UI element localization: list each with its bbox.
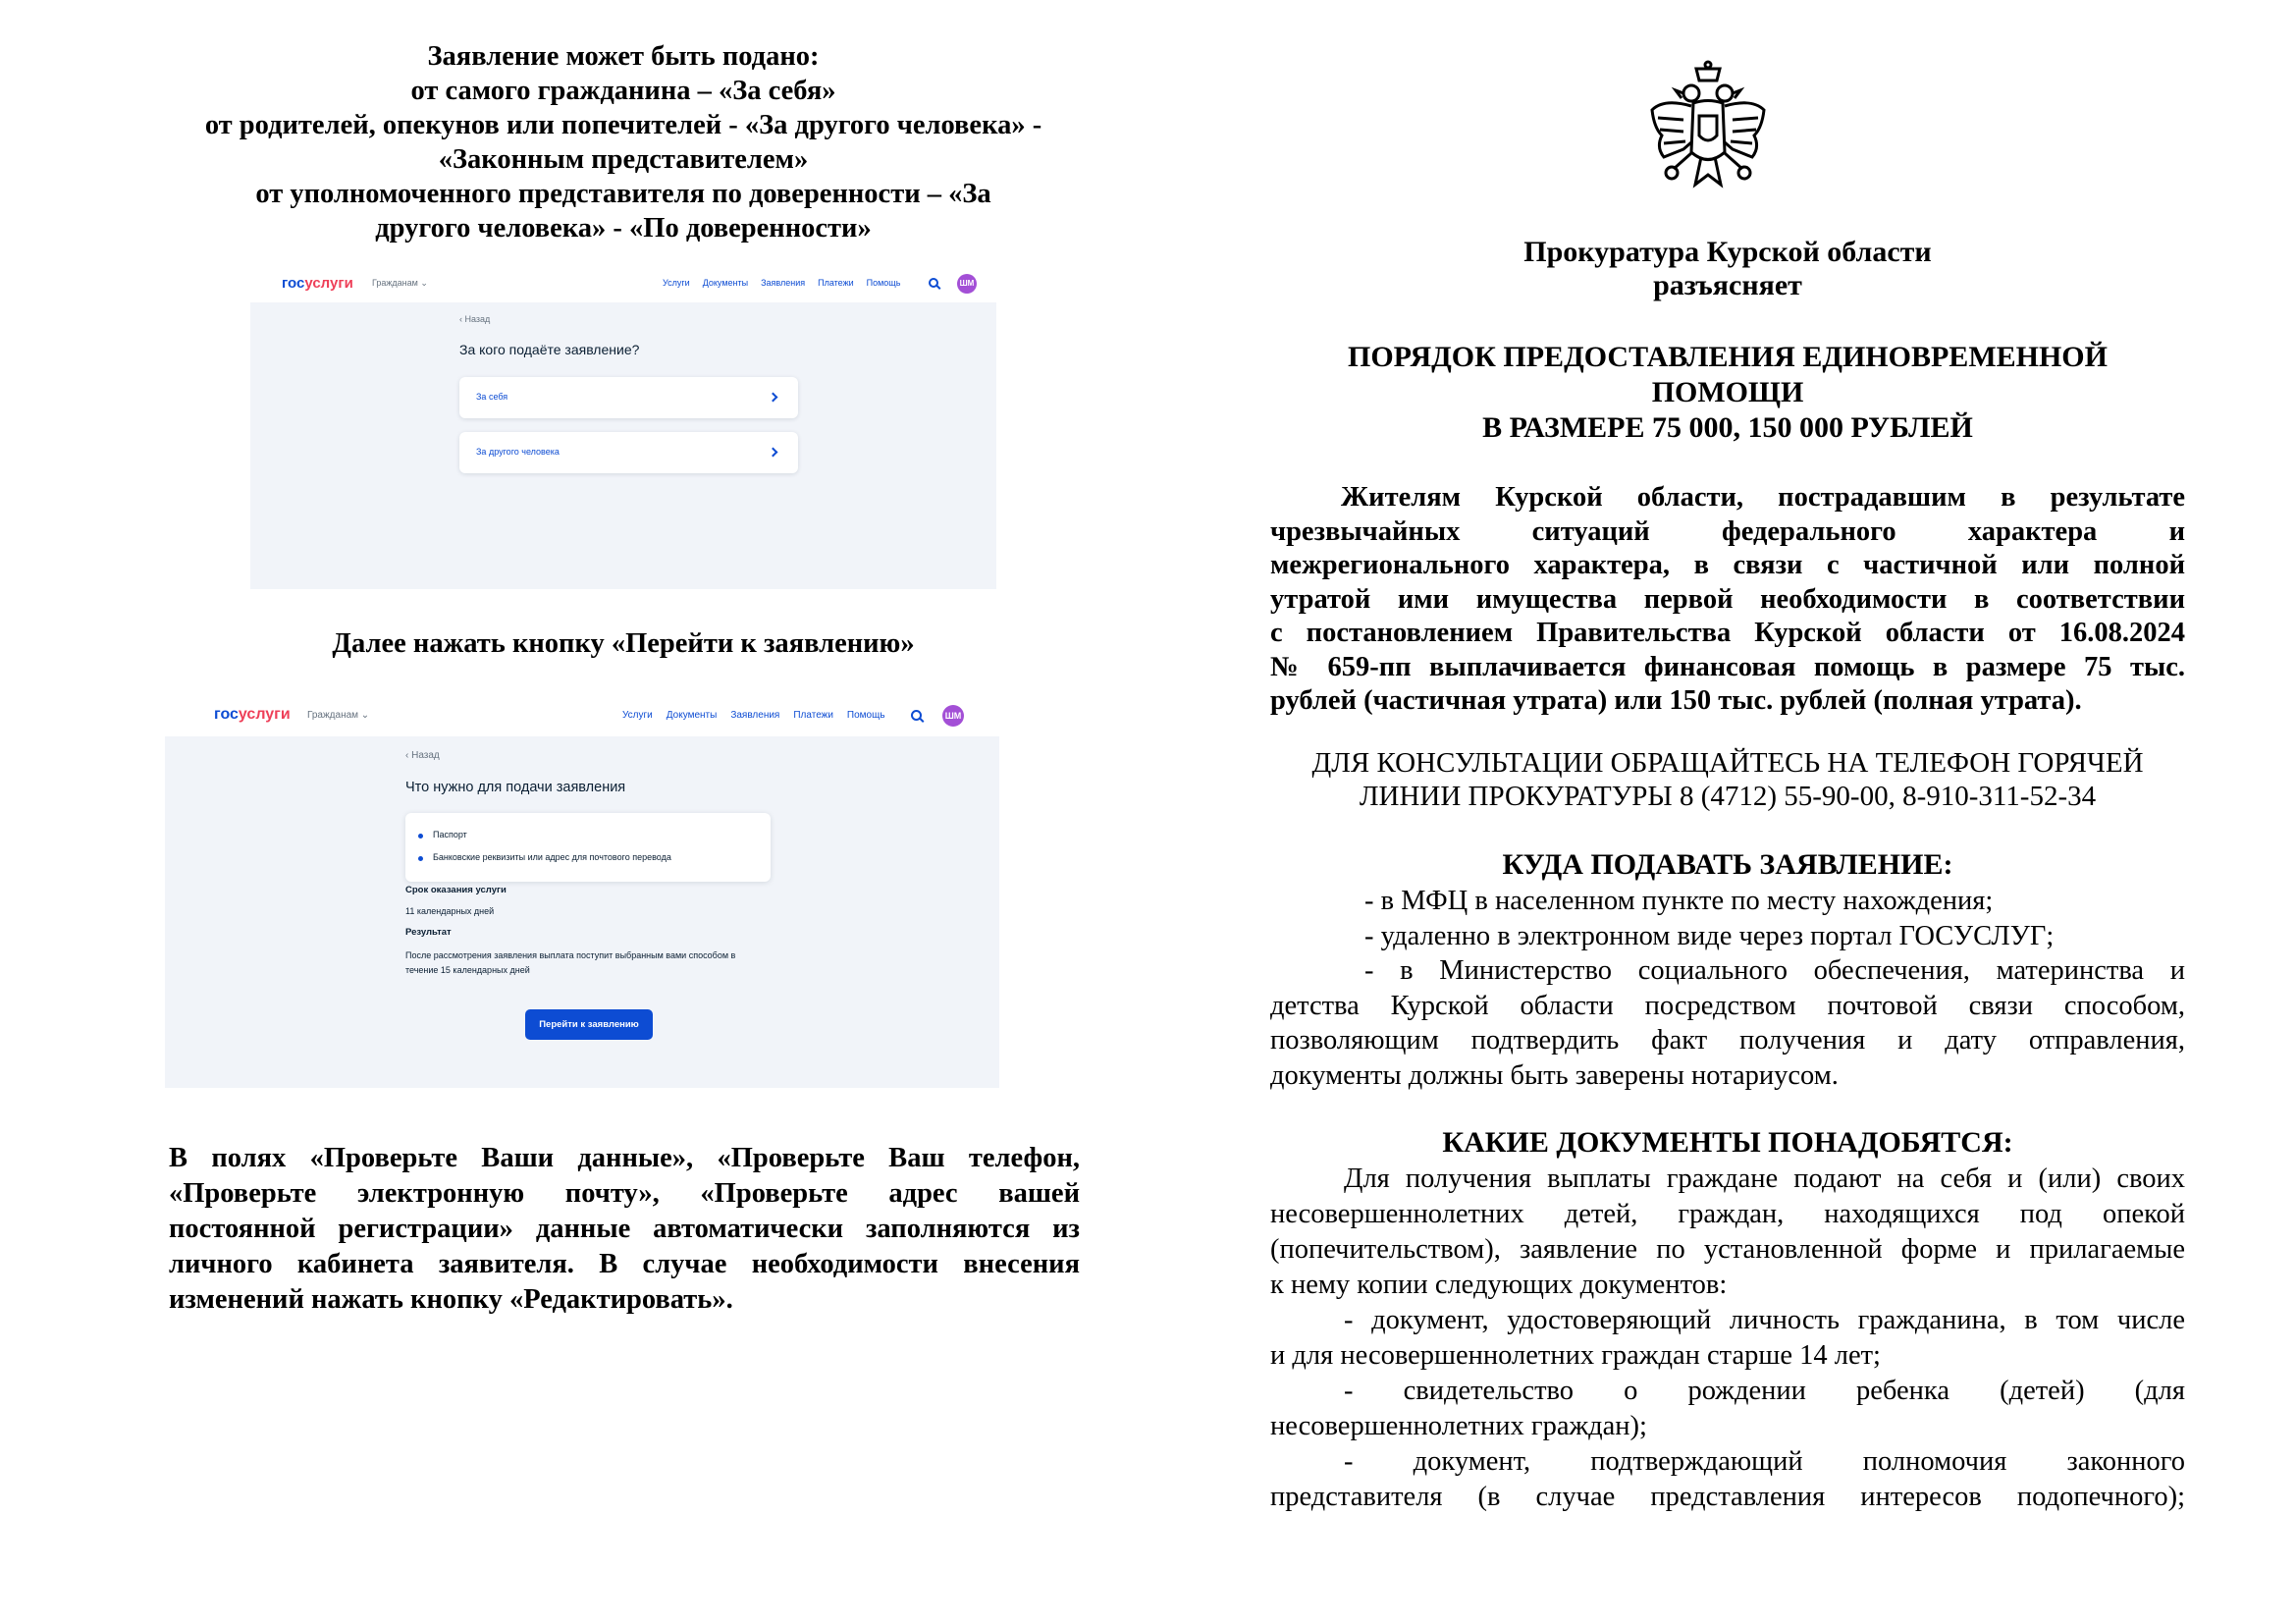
paragraph-line: утратой ими имущества первой необходимости в соответствии [1270,583,2185,615]
paragraph-line: № 659-пп выплачивается финансовая помощь в размере 75 тыс. [1270,651,2185,682]
option-self-label: За себя [476,392,508,402]
title-line: ПОМОЩИ [1651,376,1804,408]
nav-link-help[interactable]: Помощь [846,710,885,721]
nav-link-applications[interactable]: Заявления [761,278,806,288]
role-selector[interactable]: Гражданам ⌄ [307,710,370,721]
portal-header [250,265,996,302]
avatar[interactable]: ШМ [957,274,977,294]
term-label: Срок оказания услуги [405,885,507,895]
chevron-right-icon [769,448,778,458]
intro-line: другого человека» - «По доверенности» [375,213,872,244]
portal-nav [622,710,885,721]
portal-content [250,302,996,589]
office-heading [1266,236,2189,302]
nav-link-payments[interactable]: Платежи [793,710,833,721]
docs-heading: КАКИЕ ДОКУМЕНТЫ ПОНАДОБЯТСЯ: [1442,1126,2013,1159]
docs-line: и для несовершеннолетних граждан старше 14 лет; [1270,1340,1881,1371]
mid-instruction: Далее нажать кнопку «Перейти к заявлению» [332,628,915,659]
closing-line: постоянной регистрации» данные автоматически заполняются из [169,1214,1080,1244]
intro-line: от уполномоченного представителя по доверенности – «За [255,179,991,209]
go-to-application-button[interactable]: Перейти к заявлению [525,1009,653,1040]
role-selector[interactable]: Гражданам ⌄ [372,278,428,288]
nav-link-help[interactable]: Помощь [866,278,901,288]
term-value: 11 календарных дней [405,906,495,916]
nav-link-documents[interactable]: Документы [702,278,749,288]
option-self[interactable] [459,377,798,418]
docs-line: представителя (в случае представления интересов подопечного); [1270,1482,2185,1512]
coat-of-arms-emblem [1634,59,1782,206]
docs-line: (попечительством), заявление по установленной форме и прилагаемые [1270,1234,2185,1265]
option-other-label: За другого человека [476,447,560,457]
paragraph-line: межрегионального характера, в связи с частичной или полной [1270,550,2185,580]
title-line: В РАЗМЕРЕ 75 000, 150 000 РУБЛЕЙ [1482,411,1973,444]
list-item: Паспорт [433,830,467,839]
portal-logo: госуслуги [282,275,353,292]
intro-block [157,39,1090,245]
docs-list [1270,1162,2185,1515]
requirements-card [405,813,771,882]
chevron-right-icon [769,393,778,403]
closing-line: личного кабинета заявителя. В случае необходимости внесения [169,1249,1080,1279]
hotline-line: ЛИНИИ ПРОКУРАТУРЫ 8 (4712) 55-90-00, 8-910-311-52-34 [1359,781,2097,812]
intro-line: Заявление может быть подано: [427,41,820,72]
title-line: ПОРЯДОК ПРЕДОСТАВЛЕНИЯ ЕДИНОВРЕМЕННОЙ [1348,341,2108,373]
back-link[interactable]: ‹ Назад [405,750,440,761]
intro-line: «Законным представителем» [438,144,809,175]
paragraph-line: чрезвычайных ситуаций федерального характера и [1270,515,2185,547]
docs-line: несовершеннолетних граждан); [1270,1411,1647,1441]
requirements-title: Что нужно для подачи заявления [405,780,626,795]
portal-header [165,695,999,736]
where-line: - удаленно в электронном виде через портал ГОСУСЛУГ; [1364,920,2055,951]
hotline-notice [1266,746,2189,813]
where-line: - в Министерство социального обеспечения, материнства и [1364,955,2185,986]
nav-link-services[interactable]: Услуги [663,278,690,288]
result-label: Результат [405,927,452,938]
search-icon[interactable] [911,710,922,721]
closing-line: В полях «Проверьте Ваши данные», «Проверьте Ваш телефон, [169,1143,1080,1173]
question-title: За кого подаёте заявление? [459,342,640,357]
docs-line: - документ, подтверждающий полномочия законного [1344,1446,2185,1477]
docs-line: - документ, удостоверяющий личность гражданина, в том числе [1344,1305,2185,1335]
office-subtitle: разъясняет [1653,269,1802,301]
avatar[interactable]: ШМ [942,705,964,727]
portal-content [165,736,999,1088]
portal-nav [663,278,900,288]
main-paragraph [1270,481,2185,719]
closing-line: изменений нажать кнопку «Редактировать». [169,1284,733,1315]
portal-screenshot-2 [165,695,999,1088]
where-line: документы должны быть заверены нотариусом. [1270,1059,1839,1091]
office-name: Прокуратура Курской области [1523,236,1932,268]
portal-screenshot-1 [250,265,996,589]
docs-line: несовершеннолетних детей, граждан, находящихся под опекой [1270,1199,2185,1229]
nav-link-applications[interactable]: Заявления [730,710,780,721]
closing-paragraph [169,1141,1080,1318]
paragraph-line: Жителям Курской области, пострадавшим в результате [1341,482,2185,513]
nav-link-services[interactable]: Услуги [622,710,653,721]
intro-line: от родителей, опекунов или попечителей - «За другого человека» - [204,110,1042,140]
where-heading: КУДА ПОДАВАТЬ ЗАЯВЛЕНИЕ: [1502,848,1953,881]
back-link[interactable]: ‹ Назад [459,314,491,324]
portal-logo: госуслуги [214,706,291,723]
docs-line: Для получения выплаты граждане подают на себя и (или) своих [1344,1164,2185,1194]
document-title [1266,340,2189,446]
option-other[interactable] [459,432,798,473]
hotline-line: ДЛЯ КОНСУЛЬТАЦИИ ОБРАЩАЙТЕСЬ НА ТЕЛЕФОН ГОРЯЧЕЙ [1311,747,2144,779]
where-line: - в МФЦ в населенном пункте по месту нахождения; [1364,886,1994,916]
list-item: Банковские реквизиты или адрес для почтового перевода [433,852,671,862]
search-icon[interactable] [929,278,938,288]
nav-link-documents[interactable]: Документы [666,710,718,721]
paragraph-line: рублей (частичная утрата) или 150 тыс. рублей (полная утрата). [1270,685,2082,716]
nav-link-payments[interactable]: Платежи [818,278,854,288]
where-list [1270,884,2185,1093]
where-line: детства Курской области посредством почтовой связи способом, [1270,990,2185,1021]
result-text: После рассмотрения заявления выплата поступит выбранным вами способом в течение 15 календарных дней [405,950,736,975]
where-line: позволяющим подтвердить факт получения и дату отправления, [1270,1025,2185,1056]
intro-line: от самого гражданина – «За себя» [410,76,836,106]
closing-line: «Проверьте электронную почту», «Проверьте адрес вашей [169,1178,1080,1209]
paragraph-line: с постановлением Правительства Курской области от 16.08.2024 [1270,618,2185,648]
docs-line: к нему копии следующих документов: [1270,1270,1728,1300]
docs-line: - свидетельство о рождении ребенка (детей) (для [1344,1376,2185,1406]
